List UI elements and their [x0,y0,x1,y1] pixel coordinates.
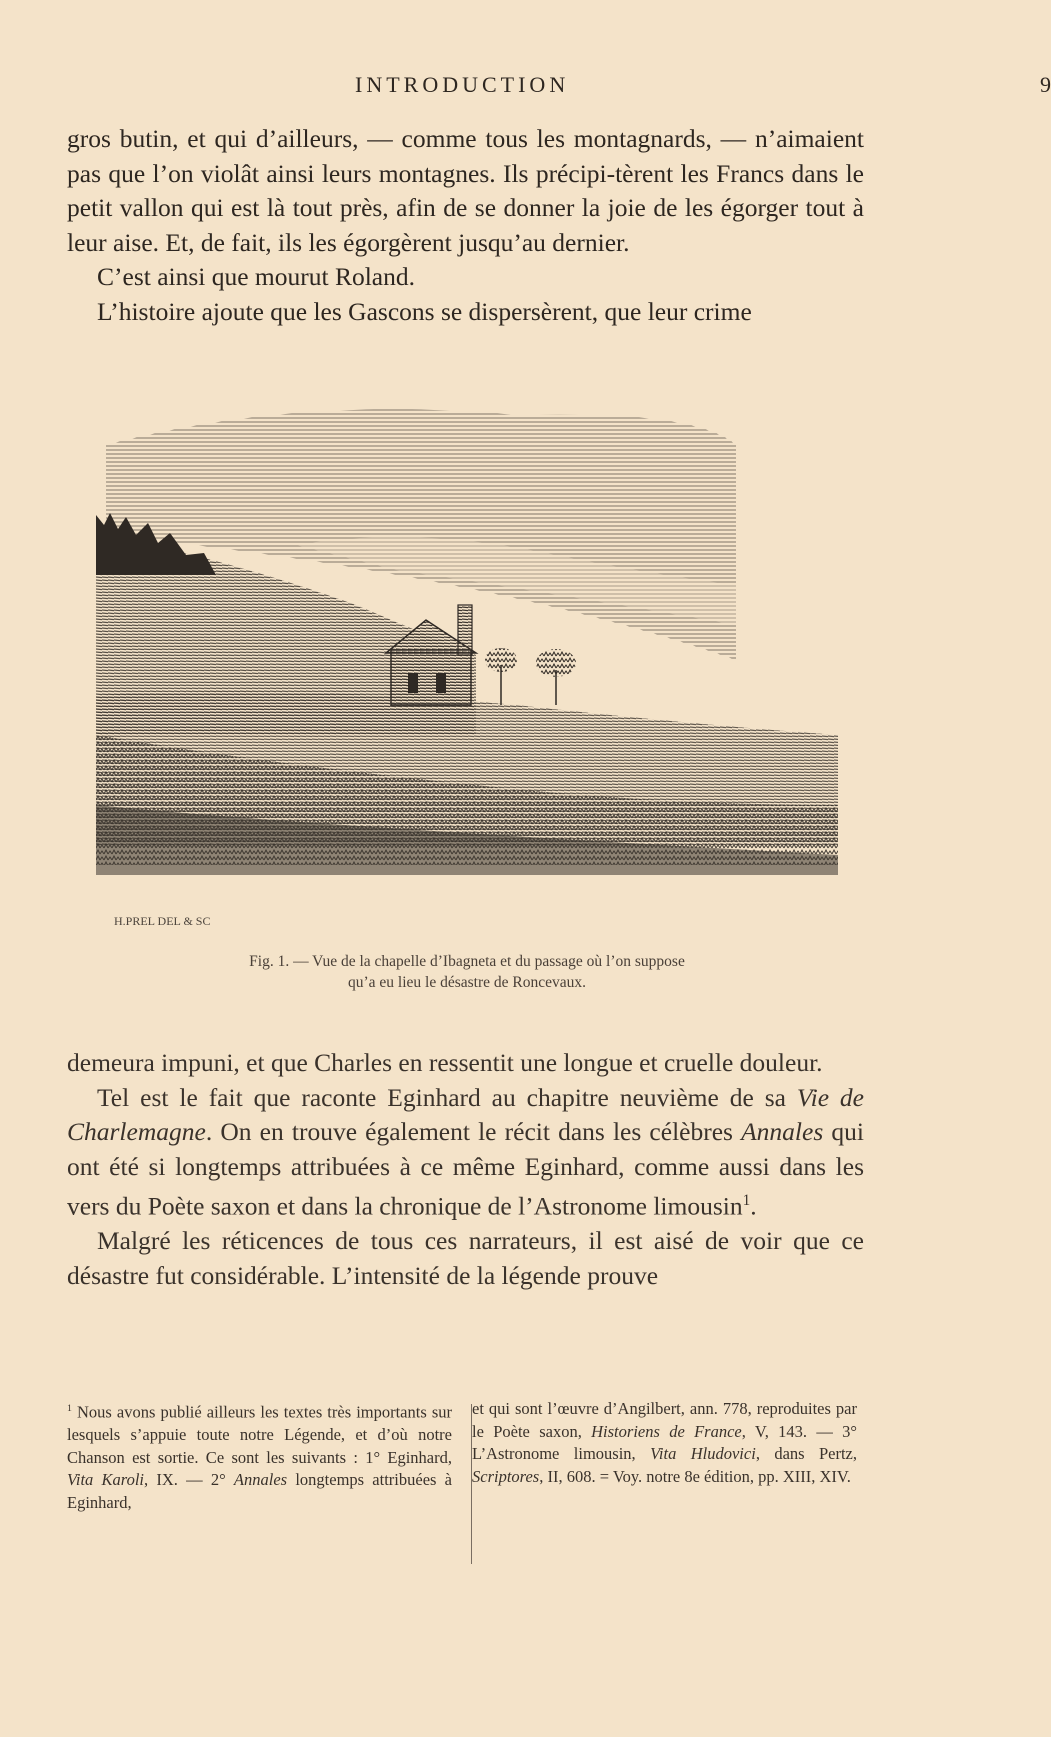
italic-title: Vita Hludovici [650,1444,756,1463]
small-tree [536,649,576,705]
italic-title: Annales [741,1117,824,1146]
paragraph: Malgré les réticences de tous ces narrateurs, il est aisé de voir que ce désastre fut considérable. L’intensité de la légende prouve [67,1226,864,1290]
footnote-column-left [67,1398,452,1514]
caption-line: Fig. 1. — Vue de la chapelle d’Ibagneta et du passage où l’on suppose [249,953,685,970]
caption-line: qu’a eu lieu le désastre de Roncevaux. [347,974,586,991]
footnotes [67,1398,864,1548]
body-text-top [67,122,864,329]
chapel [386,605,476,705]
italic-title: Scriptores [472,1466,540,1486]
engraver-signature: H.PREL DEL & SC [114,914,211,928]
text-run: , II, 608. = Voy. notre 8e édition, pp. XIII, XIV. [539,1466,851,1486]
page-number-visible: 9 [1040,72,1051,97]
paragraph [67,1081,864,1225]
text-run: longtemps attribuées à Eginhard, [67,1470,452,1512]
italic-title: Historiens de France [591,1421,742,1441]
footnote-text [67,1398,452,1514]
text-run: , IX. — 2° [143,1470,234,1489]
engraving-illustration [96,405,838,941]
paragraph: C’est ainsi que mourut Roland. [97,262,416,291]
text-run: . [750,1191,757,1221]
footnote-number: 1 [67,1403,72,1414]
text-run: et qui sont l’œuvre d’Angilbert, ann. 778, reproduites par le Poète saxon, [472,1399,857,1441]
text-run: Nous avons publié ailleurs les textes très importants sur lesquels s’appuie toute notre Légende, et d’où notre Chanson est sortie. Ce sont les suivants : 1° Eginhard, [67,1402,452,1467]
text-run: , V, 143. — 3° L’Astronome limousin, [472,1421,858,1463]
running-head [0,72,1013,102]
text-run: . On en trouve également le récit dans les célèbres [205,1117,742,1146]
paragraph: demeura impuni, et que Charles en ressentit une longue et cruelle douleur. [67,1048,823,1077]
footnote-column-right [472,1398,857,1488]
text-run: Tel est le fait que raconte Eginhard au chapitre neuvième de sa [97,1082,797,1112]
italic-title: Vie de Charlemagne [67,1082,864,1146]
italic-title: Vita Karoli [67,1470,144,1489]
paragraph: L’histoire ajoute que les Gascons se dispersèrent, que leur crime [97,296,752,326]
text-run: , dans Pertz, [755,1444,858,1463]
running-title: INTRODUCTION [355,72,570,97]
body-text-bottom [67,1046,864,1293]
small-tree [485,648,517,705]
italic-title: Annales [233,1470,288,1489]
text-run: qui ont été si longtemps attribuées à ce même Eginhard, comme aussi dans les vers du Poète saxon et dans la chronique de l’Astronome limousin [67,1117,864,1221]
paragraph: gros butin, et qui d’ailleurs, — comme tous les montagnards, — n’aimaient pas que l’on violât ainsi leurs montagnes. Ils précipi-tèrent les Francs dans le petit vallon qui est là tout près, afin de se donner la joie de les égorger tout à leur aise. Et, de fait, ils les égorgèrent jusqu’au dernier. [67,124,864,257]
figure-caption [96,951,838,993]
footnote-text [472,1398,857,1488]
engraving-figure [96,405,838,941]
footnote-marker: 1 [742,1192,751,1209]
